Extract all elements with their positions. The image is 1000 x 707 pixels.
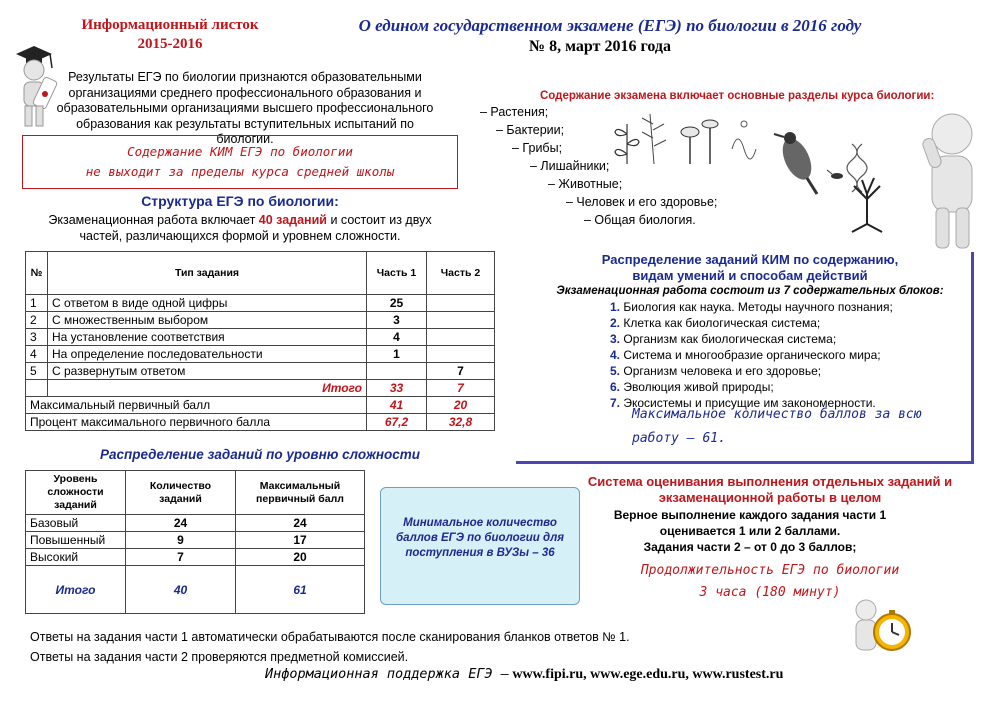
structure-text	[30, 212, 450, 244]
list-item	[610, 331, 893, 347]
total-count: 40	[126, 566, 236, 614]
footer-sites[interactable]: www.fipi.ru, www.ege.edu.ru, www.rustest.ru	[512, 667, 784, 682]
years-label: 2015-2016	[137, 36, 203, 52]
block-number: 2.	[610, 316, 621, 330]
score-cell: 24	[236, 515, 365, 532]
structure-text-after: и состоит из двух частей, различающихся формой и уровнем сложности.	[79, 213, 432, 243]
evaluation-line1: Верное выполнение каждого задания части 1	[613, 508, 887, 522]
table-row	[26, 549, 365, 566]
total-label: Итого	[48, 380, 367, 397]
list-item	[610, 347, 893, 363]
info-sheet-label: Информационный листок	[81, 17, 259, 33]
total-row	[26, 380, 495, 397]
percent-row	[26, 414, 495, 431]
max-score-label: Максимальный первичный балл	[26, 397, 367, 414]
thinking-figure-icon	[918, 108, 988, 256]
insect-icon	[827, 170, 843, 179]
total-part1: 33	[367, 380, 427, 397]
col-part1-header: Часть 1	[367, 252, 427, 295]
list-item: – Общая биология.	[584, 213, 696, 227]
bird-icon	[774, 132, 817, 194]
min-score-scroll	[380, 487, 580, 605]
col-count-header: Количество заданий	[126, 471, 236, 515]
block-number: 4.	[610, 348, 621, 362]
block-text: Организм как биологическая система;	[623, 332, 837, 346]
kim-distribution-title	[530, 252, 970, 284]
list-item: – Грибы;	[512, 141, 563, 155]
duration-line2: 3 часа (180 минут)	[699, 585, 841, 600]
answers-line2: Ответы на задания части 2 проверяются предметной комиссией.	[30, 650, 409, 664]
block-text: Эволюция живой природы;	[623, 380, 774, 394]
structure-title: Структура ЕГЭ по биологии:	[141, 193, 339, 209]
block-number: 1.	[610, 300, 621, 314]
col-type-header: Тип задания	[48, 252, 367, 295]
plant-icon	[615, 124, 639, 164]
count-cell: 24	[126, 515, 236, 532]
total-part2: 7	[427, 380, 495, 397]
table-row	[26, 515, 365, 532]
content-sections-title: Содержание экзамена включает основные разделы курса биологии:	[540, 90, 935, 102]
kim-box-line2: не выходит за пределы курса средней школы	[85, 164, 395, 179]
max-part2: 20	[427, 397, 495, 414]
max-part1: 41	[367, 397, 427, 414]
biology-illustrations	[612, 104, 912, 234]
evaluation-line3: Задания части 2 – от 0 до 3 баллов;	[643, 540, 857, 554]
answers-info	[30, 627, 630, 667]
row-type: С ответом в виде одной цифры	[48, 295, 367, 312]
row-number: 3	[26, 329, 48, 346]
row-number: 5	[26, 363, 48, 380]
evaluation-title: Система оценивания выполнения отдельных заданий и экзаменационной работы в целом	[587, 474, 953, 505]
table-header-row	[26, 471, 365, 515]
col-part2-header: Часть 2	[427, 252, 495, 295]
table-row	[26, 295, 495, 312]
total-score: 61	[236, 566, 365, 614]
list-item	[610, 363, 893, 379]
row-type: С множественным выбором	[48, 312, 367, 329]
table-row	[26, 346, 495, 363]
percent-part2: 32,8	[427, 414, 495, 431]
level-cell: Высокий	[26, 549, 126, 566]
task-types-table	[25, 251, 495, 431]
difficulty-title: Распределение заданий по уровню сложности	[99, 447, 421, 462]
info-sheet-header	[70, 16, 270, 54]
answers-line1: Ответы на задания части 1 автоматически обрабатываются после сканирования бланков ответов № 1.	[30, 630, 630, 644]
count-cell: 9	[126, 532, 236, 549]
row-part1: 4	[367, 329, 427, 346]
row-number: 2	[26, 312, 48, 329]
list-item: – Человек и его здоровье;	[566, 195, 718, 209]
block-text: Система и многообразие органического мира;	[623, 348, 881, 362]
issue-number: № 8, март 2016 года	[529, 38, 671, 55]
block-text: Экосистемы и присущие им закономерности.	[623, 396, 876, 410]
max-score-note: Максимальное количество баллов за всю работу – 61.	[632, 407, 922, 446]
table-row	[26, 329, 495, 346]
col-number-header: №	[26, 252, 48, 295]
level-cell: Базовый	[26, 515, 126, 532]
intro-paragraph: Результаты ЕГЭ по биологии признаются образовательными организациями среднего профессионального образования и образовательными организациями высшего профессионального образования как результаты вступительных испытаний по биологии.	[56, 70, 434, 146]
footer	[265, 666, 945, 683]
duration-line1: Продолжительность ЕГЭ по биологии	[640, 563, 900, 578]
list-item: – Лишайники;	[530, 159, 610, 173]
evaluation-text	[580, 507, 920, 555]
structure-text-before: Экзаменационная работа включает	[48, 213, 256, 227]
row-type: На определение последовательности	[48, 346, 367, 363]
count-cell: 7	[126, 549, 236, 566]
content-blocks-list	[610, 299, 893, 411]
block-number: 5.	[610, 364, 621, 378]
list-item: – Животные;	[548, 177, 623, 191]
list-item: – Растения;	[480, 105, 549, 119]
max-score-row	[26, 397, 495, 414]
graduate-figure-icon	[8, 38, 60, 128]
list-item	[610, 315, 893, 331]
kim-content-box	[22, 135, 458, 189]
empty-cell	[26, 380, 48, 397]
row-part2	[427, 329, 495, 346]
evaluation-line2: оценивается 1 или 2 баллами.	[659, 524, 841, 538]
min-score-note: Минимальное количество баллов ЕГЭ по биологии для поступления в ВУЗы – 36	[395, 517, 565, 559]
col-score-header: Максимальный первичный балл	[236, 471, 365, 515]
row-part1	[367, 363, 427, 380]
row-part2	[427, 346, 495, 363]
list-item: – Бактерии;	[496, 123, 565, 137]
score-cell: 17	[236, 532, 365, 549]
total-label: Итого	[26, 566, 126, 614]
percent-label: Процент максимального первичного балла	[26, 414, 367, 431]
row-number: 4	[26, 346, 48, 363]
table-row	[26, 363, 495, 380]
block-number: 3.	[610, 332, 621, 346]
percent-part1: 67,2	[367, 414, 427, 431]
table-header-row	[26, 252, 495, 295]
score-cell: 20	[236, 549, 365, 566]
block-text: Биология как наука. Методы научного познания;	[623, 300, 893, 314]
row-part2: 7	[427, 363, 495, 380]
kim-distribution-title-line2: видам умений и способам действий	[632, 268, 868, 283]
difficulty-table	[25, 470, 365, 614]
row-type: На установление соответствия	[48, 329, 367, 346]
fern-icon	[642, 114, 666, 164]
list-item	[610, 379, 893, 395]
block-number: 6.	[610, 380, 621, 394]
mushroom-icon	[681, 120, 718, 164]
footer-label: Информационная поддержка ЕГЭ –	[265, 666, 509, 682]
kim-distribution-title-line1: Распределение заданий КИМ по содержанию,	[601, 252, 899, 267]
tasks-count: 40 заданий	[258, 213, 327, 227]
kim-box-line1: Содержание КИМ ЕГЭ по биологии	[127, 144, 353, 159]
clock-figure-icon	[848, 592, 916, 660]
row-type: С развернутым ответом	[48, 363, 367, 380]
row-number: 1	[26, 295, 48, 312]
block-number: 7.	[610, 396, 621, 410]
level-cell: Повышенный	[26, 532, 126, 549]
bacteria-icon	[732, 121, 756, 159]
block-text: Клетка как биологическая система;	[623, 316, 821, 330]
total-row	[26, 566, 365, 614]
list-item	[610, 299, 893, 315]
row-part1: 1	[367, 346, 427, 363]
row-part2	[427, 295, 495, 312]
page-title: О едином государственном экзамене (ЕГЭ) по биологии в 2016 году	[358, 16, 862, 35]
duration-note	[560, 560, 980, 604]
row-part1: 3	[367, 312, 427, 329]
block-text: Организм человека и его здоровье;	[623, 364, 822, 378]
kim-distribution-subtitle: Экзаменационная работа состоит из 7 содержательных блоков:	[556, 285, 944, 297]
table-row	[26, 532, 365, 549]
table-row	[26, 312, 495, 329]
row-part1: 25	[367, 295, 427, 312]
row-part2	[427, 312, 495, 329]
col-level-header: Уровень сложности заданий	[26, 471, 126, 515]
